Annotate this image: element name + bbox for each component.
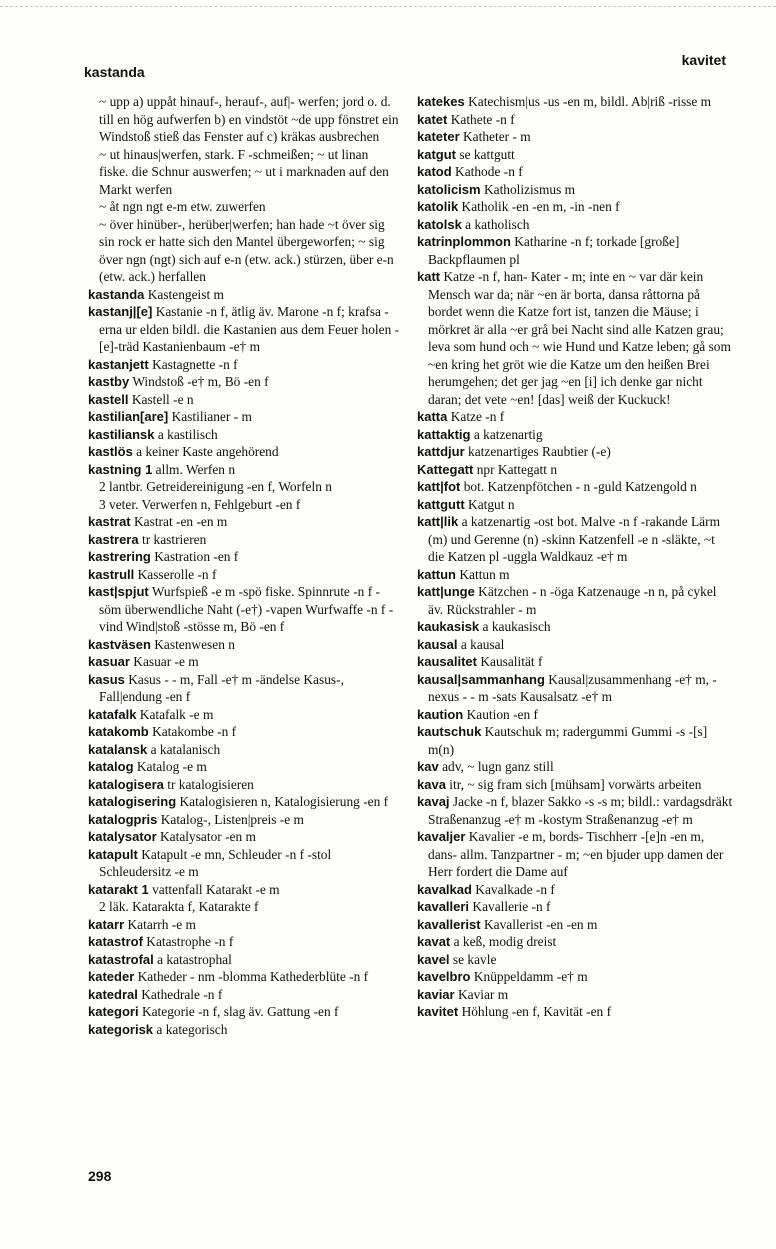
entry-translation: Katafalk -e m xyxy=(139,706,214,722)
entry-headword: kattdjur xyxy=(417,444,465,459)
dictionary-entry xyxy=(417,216,733,234)
entry-translation: Kastration -en f xyxy=(154,549,239,564)
entry-headword: katalog xyxy=(88,759,134,774)
entry-translation: se kavle xyxy=(452,951,497,967)
entry-translation: tr katalogisieren xyxy=(167,776,254,792)
entry-headword: kastell xyxy=(88,391,129,407)
entry-translation: Kavallerist -en -en m xyxy=(483,916,598,932)
entry-headword: katedral xyxy=(88,986,138,1002)
entry-headword: kastning 1 xyxy=(88,461,153,477)
entry-translation: Kathete -n f xyxy=(450,111,515,127)
entry-headword: kateter xyxy=(417,129,460,144)
dictionary-entry xyxy=(88,706,400,724)
entry-headword: kaukasisk xyxy=(417,619,480,634)
entry-headword: katolik xyxy=(417,199,459,214)
dictionary-entry xyxy=(88,496,400,514)
entry-headword: kategorisk xyxy=(88,1021,154,1037)
entry-headword: katakomb xyxy=(88,724,149,739)
entry-translation: Wurfspieß -e m -spö fiske. Spinnrute -n f -söm überwendliche Naht (-e†) -vapen Wurfwaffe -n f -vind Wind|stoß -stösse m, Bö -en f xyxy=(99,584,394,634)
dictionary-entry xyxy=(88,198,400,216)
dictionary-entry xyxy=(88,513,400,531)
entry-translation: Katechism|us -us -en m, bildl. Ab|riß -risse m xyxy=(468,94,712,109)
entry-translation: Kastagnette -n f xyxy=(152,356,238,372)
dictionary-entry xyxy=(88,986,400,1004)
entry-headword: katastrof xyxy=(88,934,143,949)
entry-headword: kattaktig xyxy=(417,426,471,442)
entry-translation: Kastengeist m xyxy=(147,286,224,302)
entry-headword: kautschuk xyxy=(417,724,482,739)
dictionary-entry xyxy=(88,723,400,741)
entry-translation: Kastrat -en -en m xyxy=(134,514,228,529)
entry-translation: Katholik -en -en m, -in -nen f xyxy=(461,199,620,214)
entry-translation: a katholisch xyxy=(465,216,530,232)
dictionary-entry xyxy=(88,303,400,356)
dictionary-entry xyxy=(88,741,400,759)
entry-translation: Katze -n f xyxy=(450,409,505,424)
entry-headword: katet xyxy=(417,111,448,127)
entry-translation: Kategorie -n f, slag äv. Gattung -en f xyxy=(141,1004,339,1019)
entry-translation: a katzenartig xyxy=(473,426,543,442)
entry-translation: a keß, modig dreist xyxy=(453,934,557,949)
dictionary-entry xyxy=(417,933,733,951)
dictionary-entry xyxy=(88,548,400,566)
dictionary-entry xyxy=(417,758,733,776)
dictionary-entry xyxy=(88,1021,400,1039)
entry-translation: adv, ~ lugn ganz still xyxy=(442,759,554,774)
dictionary-entry xyxy=(417,916,733,934)
entry-headword: kavalkad xyxy=(417,881,472,897)
entry-translation: Kavallerie -n f xyxy=(472,899,551,914)
entry-headword: kastanj|[e] xyxy=(88,304,153,319)
dictionary-entry xyxy=(417,881,733,899)
entry-headword: kattgutt xyxy=(417,496,465,512)
entry-translation: katzenartiges Raubtier (-e) xyxy=(468,444,611,459)
dictionary-entry xyxy=(88,216,400,286)
dictionary-entry xyxy=(88,828,400,846)
entry-headword: kastiliansk xyxy=(88,426,155,442)
entry-headword: kastväsen xyxy=(88,636,151,652)
entry-translation: Kätzchen - n -öga Katzenauge -n n, på cykel äv. Rückstrahler - m xyxy=(428,584,717,617)
entry-translation: Kautschuk m; radergummi Gummi -s -[s] m(n) xyxy=(428,724,708,757)
dictionary-entry xyxy=(88,933,400,951)
dictionary-entry xyxy=(88,93,400,146)
entry-headword: kaviar xyxy=(417,986,455,1002)
entry-translation: Katharine -n f; torkade [große] Backpflaumen pl xyxy=(428,234,680,267)
entry-headword: katod xyxy=(417,164,452,179)
entry-translation: 2 lantbr. Getreidereinigung -en f, Worfeln n xyxy=(99,479,332,494)
dictionary-entry xyxy=(417,793,733,828)
dictionary-entry xyxy=(417,146,733,164)
entry-headword: kateder xyxy=(88,969,135,984)
entry-headword: kavaljer xyxy=(417,829,466,844)
entry-headword: kastanjett xyxy=(88,356,149,372)
dictionary-entry xyxy=(88,1003,400,1021)
dictionary-entry xyxy=(88,426,400,444)
dictionary-entry xyxy=(417,461,733,479)
entry-translation: 3 veter. Verwerfen n, Fehlgeburt -en f xyxy=(99,496,301,512)
entry-headword: kavallerist xyxy=(417,916,481,932)
entry-headword: katt|unge xyxy=(417,584,475,599)
entry-translation: Kausalität f xyxy=(480,654,543,669)
entry-translation: Katheter - m xyxy=(463,129,531,144)
dictionary-entry xyxy=(417,478,733,496)
entry-translation: Kaution -en f xyxy=(466,706,538,722)
dictionary-entry xyxy=(88,881,400,899)
entry-translation: Kathedrale -n f xyxy=(141,986,223,1002)
entry-translation: Katalog-, Listen|preis -e m xyxy=(160,811,304,827)
entry-translation: Kathode -n f xyxy=(455,164,523,179)
entry-headword: katalogisering xyxy=(88,794,177,809)
dictionary-entry xyxy=(88,811,400,829)
entry-translation: Kavalkade -n f xyxy=(475,881,555,897)
entry-translation: Katheder - nm -blomma Kathederblüte -n f xyxy=(137,969,369,984)
entry-headword: kaution xyxy=(417,706,464,722)
dictionary-entry xyxy=(417,583,733,618)
entry-translation: Katakombe -n f xyxy=(152,724,237,739)
entry-headword: katafalk xyxy=(88,706,137,722)
dictionary-entry xyxy=(417,636,733,654)
dictionary-entry xyxy=(88,916,400,934)
entry-translation: ~ över hinüber-, herüber|werfen; han hade ~t över sig sin rock er hatte sich den Mantel übergeworfen; ~ sig över ngn (ngt) sich auf e-n (etw. ack.) stürzen, über e-n (etw. ack.) herfallen xyxy=(99,216,394,284)
entry-translation: itr, ~ sig fram sich [mühsam] vorwärts arbeiten xyxy=(449,776,702,792)
entry-translation: Katalog -e m xyxy=(136,759,207,774)
dictionary-entry xyxy=(88,653,400,671)
entry-headword: katgut xyxy=(417,146,456,162)
dictionary-entry xyxy=(417,706,733,724)
dictionary-entry xyxy=(417,443,733,461)
dictionary-entry xyxy=(417,198,733,216)
dictionary-entry xyxy=(88,391,400,409)
dictionary-entry xyxy=(417,128,733,146)
entry-headword: katolsk xyxy=(417,216,462,232)
top-rule xyxy=(0,6,776,7)
entry-translation: vattenfall Katarakt -e m xyxy=(152,881,280,897)
dictionary-entry xyxy=(417,426,733,444)
entry-headword: kattun xyxy=(417,566,456,582)
entry-translation: tr kastrieren xyxy=(141,531,207,547)
dictionary-entry xyxy=(417,723,733,758)
entry-translation: Kastanie -n f, ätlig äv. Marone -n f; krafsa -erna ur elden bildl. die Kastanien aus dem Feuer holen -[e]-träd Kastanienbaum -e† m xyxy=(99,304,400,354)
dictionary-entry xyxy=(88,636,400,654)
entry-translation: a kategorisch xyxy=(156,1021,228,1037)
entry-translation: a kausal xyxy=(460,636,505,652)
dictionary-entry xyxy=(417,163,733,181)
entry-translation: ~ åt ngn ngt e-m etw. zuwerfen xyxy=(99,199,266,214)
entry-translation: se kattgutt xyxy=(459,146,515,162)
entry-headword: kausalitet xyxy=(417,654,477,669)
entry-translation: Kastilianer - m xyxy=(171,409,252,424)
entry-translation: allm. Werfen n xyxy=(155,461,236,477)
left-column xyxy=(88,93,400,1038)
entry-translation: a katalanisch xyxy=(150,741,221,757)
dictionary-entry xyxy=(88,793,400,811)
entry-translation: Katalogisieren n, Katalogisierung -en f xyxy=(179,794,389,809)
dictionary-entry xyxy=(417,408,733,426)
entry-headword: kastrat xyxy=(88,514,131,529)
entry-translation: Katapult -e mn, Schleuder -n f -stol Schleudersitz -e m xyxy=(99,846,332,879)
dictionary-entry xyxy=(417,671,733,706)
entry-headword: kastlös xyxy=(88,444,133,459)
entry-translation: Kastenwesen n xyxy=(154,636,235,652)
dictionary-entry xyxy=(88,286,400,304)
entry-translation: Kasus - - m, Fall -e† m -ändelse Kasus-, Fall|endung -en f xyxy=(99,671,344,704)
entry-translation: a katastrophal xyxy=(157,951,232,967)
entry-headword: katalansk xyxy=(88,741,148,757)
entry-translation: 2 läk. Katarakta f, Katarakte f xyxy=(99,899,259,914)
entry-headword: katapult xyxy=(88,846,138,862)
dictionary-entry xyxy=(417,496,733,514)
entry-translation: Kattun m xyxy=(459,566,510,582)
dictionary-entry xyxy=(417,233,733,268)
entry-translation: Kausal|zusammenhang -e† m, -nexus - - m -sats Kausalsatz -e† m xyxy=(428,671,717,704)
entry-translation: Katalysator -en m xyxy=(160,829,256,844)
dictionary-entry xyxy=(88,583,400,636)
entry-headword: kavelbro xyxy=(417,969,471,984)
entry-headword: kausal|sammanhang xyxy=(417,671,545,687)
entry-translation: Katarrh -e m xyxy=(127,916,196,932)
entry-translation: Kastell -e n xyxy=(131,391,194,407)
right-column xyxy=(417,93,733,1021)
entry-translation: Knüppeldamm -e† m xyxy=(473,969,588,984)
entry-headword: kategori xyxy=(88,1004,139,1019)
entry-headword: kastrering xyxy=(88,549,151,564)
dictionary-entry xyxy=(88,951,400,969)
entry-headword: katt xyxy=(417,269,441,284)
dictionary-entry xyxy=(88,968,400,986)
dictionary-entry xyxy=(417,898,733,916)
entry-translation: a keiner Kaste angehörend xyxy=(136,444,279,459)
dictionary-entry xyxy=(88,443,400,461)
entry-headword: kav xyxy=(417,759,439,774)
dictionary-entry xyxy=(417,181,733,199)
dictionary-entry xyxy=(417,618,733,636)
entry-headword: katolicism xyxy=(417,181,481,197)
entry-translation: Katholizismus m xyxy=(483,181,576,197)
entry-headword: kavat xyxy=(417,934,451,949)
dictionary-entry xyxy=(88,531,400,549)
entry-translation: Katastrophe -n f xyxy=(146,934,234,949)
dictionary-entry xyxy=(417,776,733,794)
entry-headword: katekes xyxy=(417,94,465,109)
entry-headword: kastilian[are] xyxy=(88,409,169,424)
dictionary-entry xyxy=(417,513,733,566)
entry-translation: Jacke -n f, blazer Sakko -s -s m; bildl.: vardagsdräkt Straßenanzug -e† m -kostym Straßenanzug -e† m xyxy=(428,794,733,827)
entry-translation: Windstoß -e† m, Bö -en f xyxy=(132,374,269,389)
dictionary-entry xyxy=(417,951,733,969)
entry-headword: kavalleri xyxy=(417,899,470,914)
entry-translation: Höhlung -en f, Kavität -en f xyxy=(461,1004,612,1019)
entry-translation: a kaukasisch xyxy=(482,619,551,634)
entry-headword: kavitet xyxy=(417,1004,459,1019)
dictionary-entry xyxy=(417,268,733,408)
entry-translation: a katzenartig -ost bot. Malve -n f -rakande Lärm (m) und Gerenne (n) -skinn Katzenfell -e n -släkte, ~t die Katzen pl -uggla Waldkauz -e† m xyxy=(428,514,720,564)
entry-translation: Katze -n f, han- Kater - m; inte en ~ var där kein Mensch war da; när ~en är borta, dansa råttorna på bordet wenn die Katze fort ist, tanzen die Mäuse; i mörkret är alla ~er grå bei Nacht sind alle Katzen grau; leva som hund och ~ wie Hund und Katze leben; gå som ~en kring het gröt wie die Katze um den heißen Brei herumgehen; det ger jag ~en [i] ich denke gar nicht daran; det vete ~en! [das] weiß der Kuckuck! xyxy=(428,269,731,407)
dictionary-entry xyxy=(88,146,400,199)
dictionary-entry xyxy=(417,986,733,1004)
dictionary-entry xyxy=(88,408,400,426)
entry-headword: kastanda xyxy=(88,286,145,302)
entry-headword: Kattegatt xyxy=(417,461,474,477)
entry-translation: Kasuar -e m xyxy=(133,654,199,669)
entry-translation: Kavalier -e m, bords- Tischherr -[e]n -en m, dans- allm. Tanzpartner - m; ~en bjuder upp damen der Herr fordert die Dame auf xyxy=(428,829,724,879)
guide-word-left: kastanda xyxy=(84,64,145,80)
dictionary-entry xyxy=(88,478,400,496)
entry-translation: a kastilisch xyxy=(157,426,218,442)
dictionary-entry xyxy=(88,373,400,391)
entry-headword: kastrera xyxy=(88,531,139,547)
entry-headword: katta xyxy=(417,409,448,424)
entry-headword: kavel xyxy=(417,951,450,967)
dictionary-entry xyxy=(88,566,400,584)
dictionary-entry xyxy=(417,93,733,111)
entry-translation: ~ upp a) uppåt hinauf-, herauf-, auf|- werfen; jord o. d. till en hög aufwerfen b) en vindstöt ~de upp fönstret ein Windstoß stieß das Fenster auf c) kräkas ausbrechen xyxy=(99,94,399,144)
entry-translation: npr Kattegatt n xyxy=(476,461,558,477)
page-number: 298 xyxy=(88,1168,112,1184)
entry-translation: ~ ut hinaus|werfen, stark. F -schmeißen; ~ ut linan fiske. die Schnur auswerfen; ~ ut i marknaden auf den Markt werfen xyxy=(99,146,389,197)
entry-headword: kasuar xyxy=(88,654,130,669)
dictionary-entry xyxy=(88,776,400,794)
entry-headword: kausal xyxy=(417,636,458,652)
entry-headword: katalysator xyxy=(88,829,157,844)
dictionary-entry xyxy=(88,846,400,881)
dictionary-entry xyxy=(417,968,733,986)
entry-headword: kastby xyxy=(88,374,130,389)
entry-translation: bot. Katzenpfötchen - n -guld Katzengold n xyxy=(463,479,697,494)
entry-headword: kavaj xyxy=(417,794,450,809)
dictionary-entry xyxy=(417,111,733,129)
entry-headword: katrinplommon xyxy=(417,234,511,249)
dictionary-entry xyxy=(417,828,733,881)
entry-headword: katarr xyxy=(88,916,125,932)
dictionary-entry xyxy=(88,461,400,479)
dictionary-entry xyxy=(417,1003,733,1021)
entry-headword: katarakt 1 xyxy=(88,881,149,897)
dictionary-entry xyxy=(417,566,733,584)
dictionary-entry xyxy=(417,653,733,671)
entry-translation: Kasserolle -n f xyxy=(137,566,217,582)
dictionary-entry xyxy=(88,356,400,374)
entry-translation: Katgut n xyxy=(468,496,515,512)
dictionary-entry xyxy=(88,671,400,706)
entry-headword: kasus xyxy=(88,671,125,687)
guide-word-right: kavitet xyxy=(681,52,726,68)
entry-headword: katt|lik xyxy=(417,514,459,529)
entry-headword: kast|spjut xyxy=(88,584,149,599)
entry-headword: kava xyxy=(417,776,446,792)
entry-headword: katt|fot xyxy=(417,479,461,494)
entry-headword: katalogisera xyxy=(88,776,164,792)
dictionary-entry xyxy=(88,758,400,776)
entry-headword: katalogpris xyxy=(88,811,158,827)
entry-translation: Kaviar m xyxy=(457,986,509,1002)
entry-headword: katastrofal xyxy=(88,951,154,967)
entry-headword: kastrull xyxy=(88,566,135,582)
dictionary-entry xyxy=(88,898,400,916)
